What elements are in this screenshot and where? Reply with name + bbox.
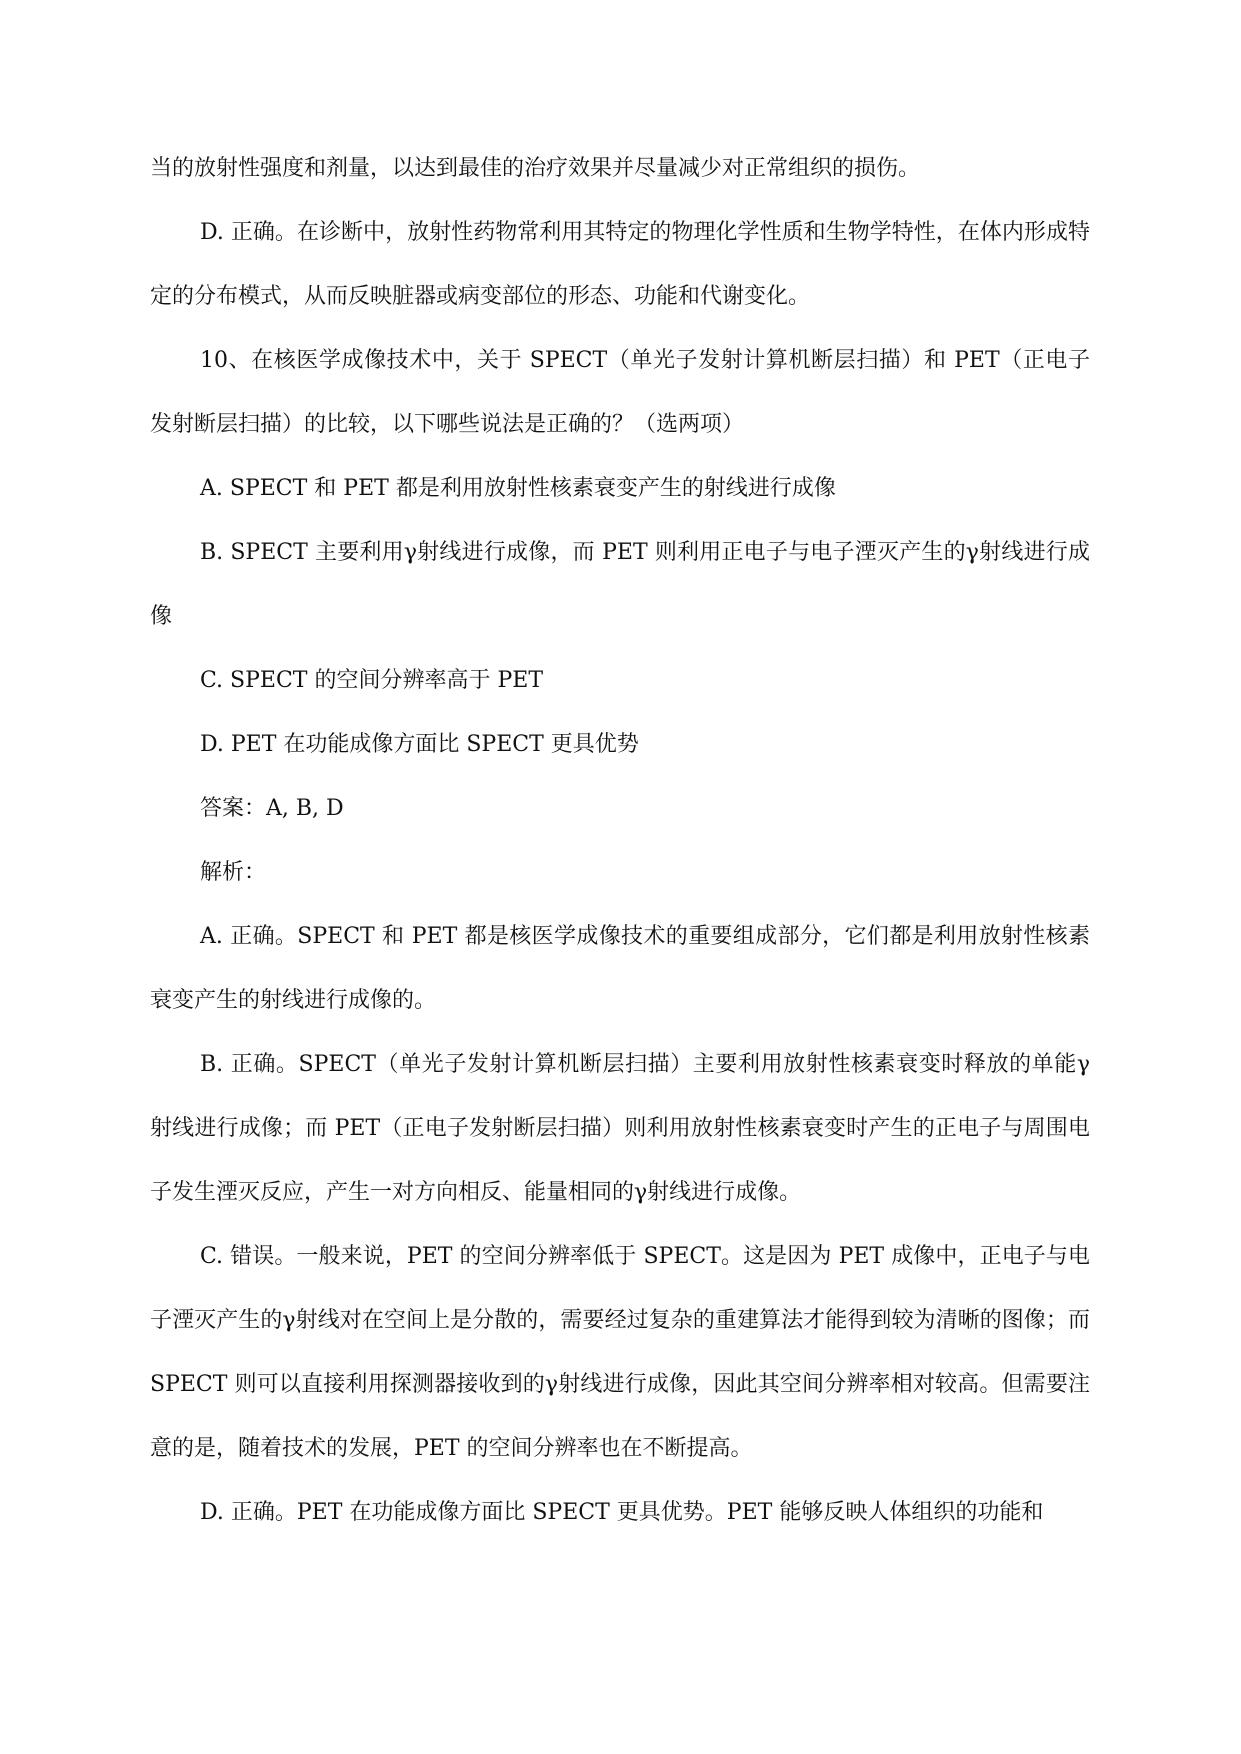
analysis-d: D. 正确。PET 在功能成像方面比 SPECT 更具优势。PET 能够反映人体组织的功能和 [200, 1500, 1044, 1525]
analysis-c: C. 错误。一般来说，PET 的空间分辨率低于 SPECT。这是因为 PET 成像中，正电子与电子湮灭产生的γ射线对在空间上是分散的，需要经过复杂的重建算法才能得到较为清晰的图像；而 SPECT 则可以直接利用探测器接收到的γ射线进行成像，因此其空间分辨率相对较高。但需要注意的是，随着技术的发展，PET 的空间分辨率也在不断提高。 [150, 1244, 1090, 1461]
analysis-a: A. 正确。SPECT 和 PET 都是核医学成像技术的重要组成部分，它们都是利用放射性核素衰变产生的射线进行成像的。 [150, 924, 1090, 1013]
analysis-heading: 解析： [200, 860, 267, 885]
answer-line: 答案：A, B, D [200, 796, 344, 821]
option-d: D. PET 在功能成像方面比 SPECT 更具优势 [200, 732, 639, 757]
analysis-b: B. 正确。SPECT（单光子发射计算机断层扫描）主要利用放射性核素衰变时释放的单能γ射线进行成像；而 PET（正电子发射断层扫描）则利用放射性核素衰变时产生的正电子与周围电子发生湮灭反应，产生一对方向相反、能量相同的γ射线进行成像。 [150, 1052, 1090, 1205]
option-c: C. SPECT 的空间分辨率高于 PET [200, 668, 543, 693]
explanation-option-d-prev: D. 正确。在诊断中，放射性药物常利用其特定的物理化学性质和生物学特性，在体内形成特定的分布模式，从而反映脏器或病变部位的形态、功能和代谢变化。 [150, 220, 1090, 309]
question-10: 10、在核医学成像技术中，关于 SPECT（单光子发射计算机断层扫描）和 PET（正电子发射断层扫描）的比较，以下哪些说法是正确的？（选两项） [150, 348, 1090, 437]
paragraph-continuation: 当的放射性强度和剂量，以达到最佳的治疗效果并尽量减少对正常组织的损伤。 [150, 156, 921, 181]
option-b: B. SPECT 主要利用γ射线进行成像，而 PET 则利用正电子与电子湮灭产生的γ射线进行成像 [150, 540, 1090, 629]
option-a: A. SPECT 和 PET 都是利用放射性核素衰变产生的射线进行成像 [200, 476, 836, 501]
document-page [150, 137, 1090, 1545]
